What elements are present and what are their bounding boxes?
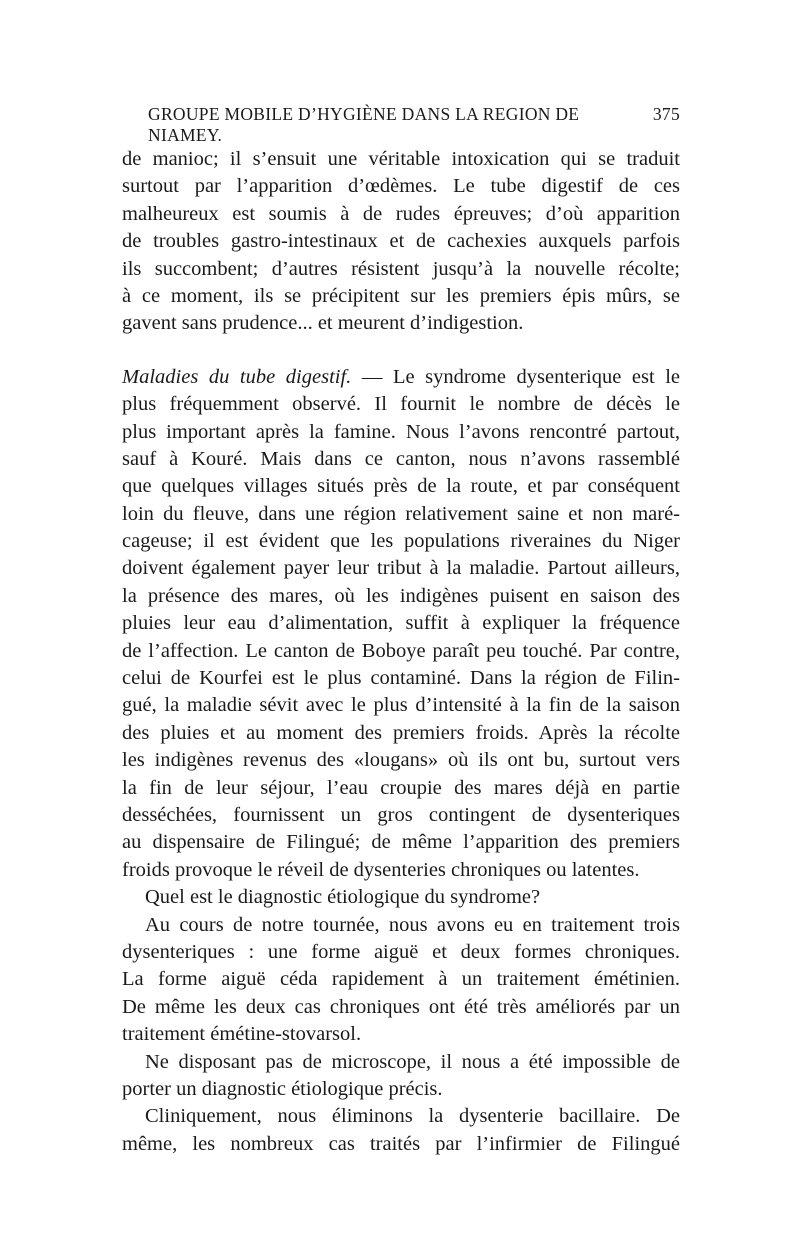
text-line: gavent sans prudence... et meurent d’indigestion. xyxy=(122,312,524,335)
text-line: malheureux est soumis à de rudes épreuves; d’où apparition xyxy=(122,202,680,225)
book-page xyxy=(122,104,680,1158)
text-line: cageuse; il est évident que les populations riveraines du Niger xyxy=(122,530,680,553)
text-line: Au cours de notre tournée, nous avons eu en traitement trois xyxy=(145,913,680,936)
text-line xyxy=(122,364,680,391)
text-line: surtout par l’apparition d’œdèmes. Le tube digestif de ces xyxy=(122,175,680,198)
text-line: la fin de leur séjour, l’eau croupie des mares déjà en partie xyxy=(122,776,680,799)
text-line: pluies leur eau d’alimentation, suffit à expliquer la fréquence xyxy=(122,612,680,635)
text-line: même, les nombreux cas traités par l’infirmier de Filingué xyxy=(122,1132,680,1155)
text-line: Ne disposant pas de microscope, il nous a été impossible de xyxy=(145,1050,680,1073)
text-line: desséchées, fournissent un gros contingent de dysenteriques xyxy=(122,803,680,826)
text-line: la présence des mares, où les indigènes puisent en saison des xyxy=(122,584,680,607)
paragraph xyxy=(122,364,680,884)
text-line: de troubles gastro-intestinaux et de cachexies auxquels parfois xyxy=(122,230,680,253)
page-number: 375 xyxy=(652,104,680,124)
text-line: traitement émétine-stovarsol. xyxy=(122,1023,362,1046)
paragraph xyxy=(122,912,680,1049)
text-line: des pluies et au moment des premiers froids. Après la récolte xyxy=(122,721,680,744)
text-line: sauf à Kouré. Mais dans ce canton, nous n’avons rassemblé xyxy=(122,447,680,470)
text-line: porter un diagnostic étiologique précis. xyxy=(122,1077,443,1100)
text-line: celui de Kourfei est le plus contaminé. Dans la région de Filin- xyxy=(122,667,680,690)
running-title: GROUPE MOBILE D’HYGIÈNE DANS LA REGION DE NIAMEY. xyxy=(148,104,580,145)
text-line: Quel est le diagnostic étiologique du syndrome? xyxy=(145,886,541,909)
text-line: plus fréquemment observé. Il fournit le nombre de décès le xyxy=(122,393,680,416)
text-line: froids provoque le réveil de dysenteries chroniques ou latentes. xyxy=(122,858,640,881)
paragraph-gap xyxy=(122,338,680,364)
running-header xyxy=(148,104,680,145)
text-line: ils succombent; d’autres résistent jusqu’à la nouvelle récolte; xyxy=(122,257,680,280)
text-line: plus important après la famine. Nous l’avons rencontré partout, xyxy=(122,420,680,443)
text-line: Cliniquement, nous éliminons la dysenterie bacillaire. De xyxy=(145,1105,680,1128)
text-line: de l’affection. Le canton de Boboye paraît peu touché. Par contre, xyxy=(122,639,680,662)
body-text xyxy=(122,146,680,1158)
text-line: que quelques villages situés près de la route, et par conséquent xyxy=(122,475,680,498)
text-line: de manioc; il s’ensuit une véritable intoxication qui se traduit xyxy=(122,148,680,170)
text-line: De même les deux cas chroniques ont été très améliorés par un xyxy=(122,995,680,1018)
section-heading: Maladies du tube digestif. xyxy=(122,365,352,388)
text-line: au dispensaire de Filingué; de même l’apparition des premiers xyxy=(122,831,680,854)
paragraph xyxy=(122,1049,680,1104)
heading-line-rest: — Le syndrome dysenterique est le xyxy=(351,365,681,388)
paragraph xyxy=(122,146,680,338)
text-line: loin du fleuve, dans une région relativement saine et non maré- xyxy=(122,502,680,525)
text-line: les indigènes revenus des «lougans» où ils ont bu, surtout vers xyxy=(122,749,680,772)
text-line: dysenteriques : une forme aiguë et deux formes chroniques. xyxy=(122,940,680,963)
paragraph xyxy=(122,1103,680,1158)
text-line: La forme aiguë céda rapidement à un traitement émétinien. xyxy=(122,968,680,991)
text-line: gué, la maladie sévit avec le plus d’intensité à la fin de la saison xyxy=(122,694,680,717)
text-line: doivent également payer leur tribut à la maladie. Partout ailleurs, xyxy=(122,557,680,580)
paragraph xyxy=(122,884,680,911)
text-line: à ce moment, ils se précipitent sur les premiers épis mûrs, se xyxy=(122,284,680,307)
